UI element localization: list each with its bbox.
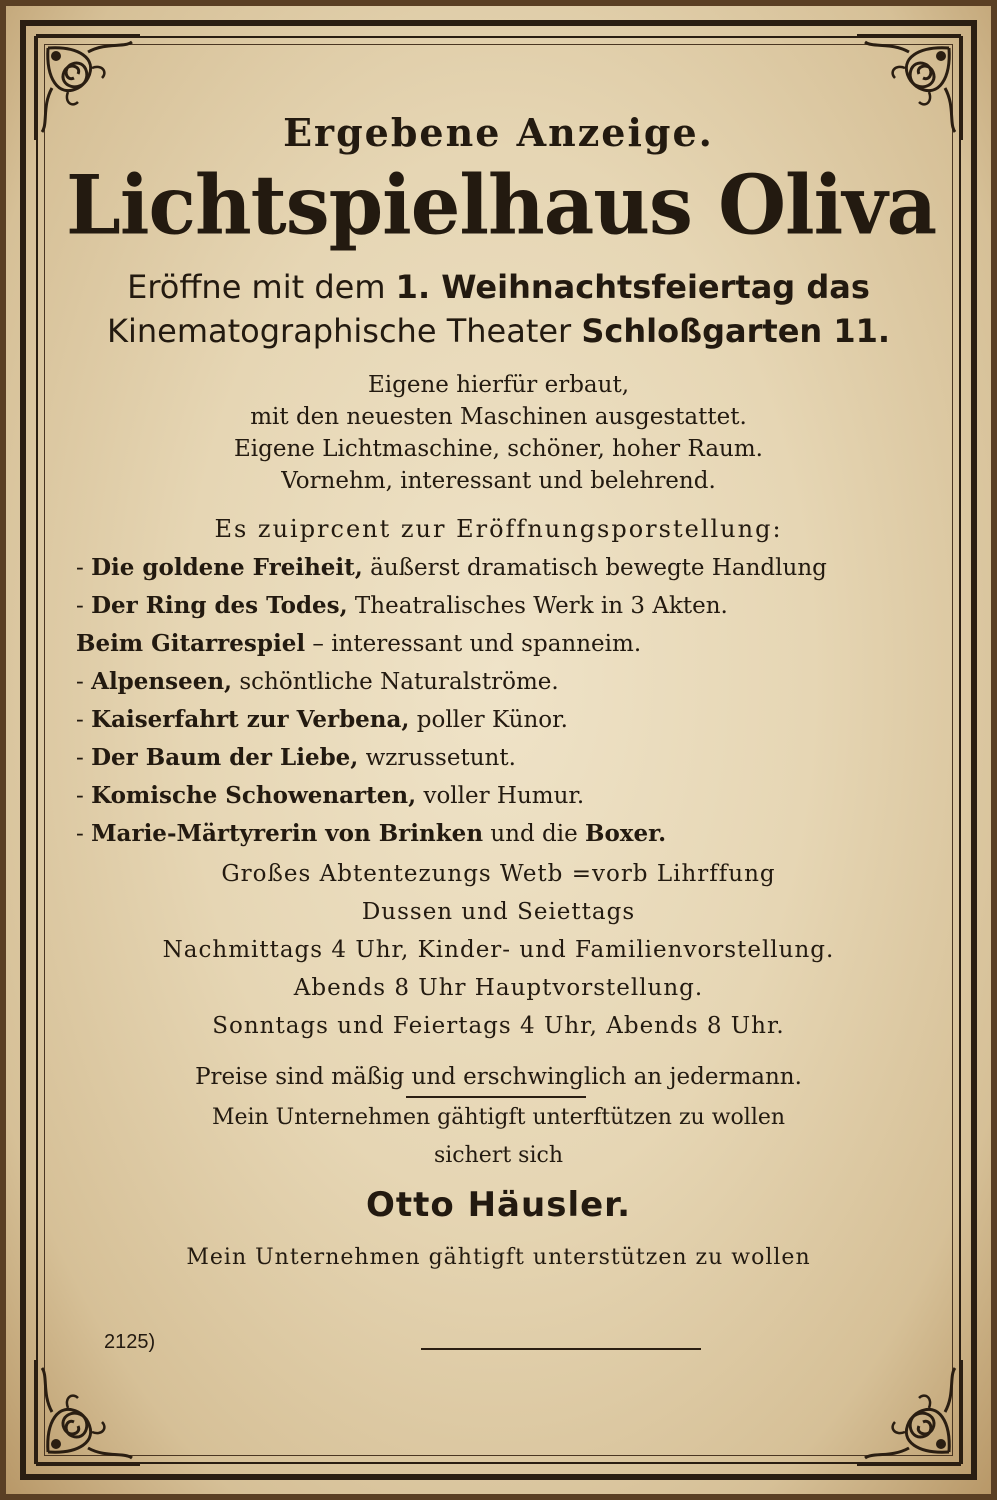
description-line: Eigene Lichtmaschine, schöner, hoher Raum.: [234, 436, 763, 462]
program-item-title: Der Ring des Todes,: [91, 592, 348, 619]
program-item-prefix: -: [76, 669, 92, 695]
corner-ornament-icon: [28, 1352, 148, 1472]
program-item-text: schöntliche Naturalströme.: [232, 669, 559, 695]
intro-line-1-b: 1. Weihnachtsfeiertag das: [395, 268, 870, 306]
program-item-prefix: -: [76, 783, 92, 809]
description-line: mit den neuesten Maschinen ausgestattet.: [250, 404, 747, 430]
program-item: [76, 625, 931, 663]
program-item: [76, 549, 931, 587]
program-item-title: Beim Gitarrespiel: [76, 630, 306, 657]
program-item-text: äußerst dramatisch bewegte Handlung: [362, 555, 827, 581]
program-item: [76, 777, 931, 815]
ad-number: 2125): [104, 1331, 156, 1353]
program-item: [76, 663, 931, 701]
schedule-line: Dussen und Seiettags: [361, 899, 636, 925]
description-line: Eigene hierfür erbaut,: [367, 372, 630, 398]
program-item-prefix: -: [76, 821, 92, 847]
divider: [421, 1348, 701, 1350]
program-item-text: Theatralisches Werk in 3 Akten.: [347, 593, 728, 619]
program-item-text: poller Künor.: [409, 707, 568, 733]
program-item-title: Kaiserfahrt zur Verbena,: [91, 706, 410, 733]
intro-line-1: [66, 265, 931, 309]
program-item-title: Der Baum der Liebe,: [91, 744, 359, 771]
prices: Preise sind mäßig und erschwinglich an jedermann.: [195, 1064, 802, 1090]
program-heading: Es zuiprcent zur Eröffnungsporstellung:: [214, 515, 783, 543]
schedule-line: Sonntags und Feiertags 4 Uhr, Abends 8 Uhr.: [212, 1013, 785, 1039]
program-item: [76, 739, 931, 777]
support-line: Mein Unternehmen gähtigft unterftützen zu wollen: [211, 1105, 786, 1130]
program-item-prefix: -: [76, 707, 92, 733]
program-item-title: Komische Schowenarten,: [91, 782, 417, 809]
program-item: [76, 815, 931, 853]
divider: [406, 1096, 586, 1098]
heading-small: Ergebene Anzeige.: [283, 110, 714, 155]
poster: [6, 6, 991, 1494]
intro-line-2-b: Schloßgarten 11.: [581, 312, 891, 350]
signature-name: Otto Häusler.: [366, 1185, 631, 1225]
description: [66, 369, 931, 497]
program-item-prefix: -: [76, 593, 92, 619]
program-item-text: und die: [483, 821, 586, 847]
program-list: [66, 549, 931, 853]
schedule: [66, 855, 931, 1045]
program-item: [76, 587, 931, 625]
intro: [66, 265, 931, 353]
program-item-text: wzrussetunt.: [358, 745, 516, 771]
corner-ornament-icon: [849, 1352, 969, 1472]
heading-title: Lichtspielhaus Oliva: [66, 157, 937, 254]
program-item-prefix: -: [76, 745, 92, 771]
program-item: [76, 701, 931, 739]
intro-line-2-a: Kinematographische Theater: [106, 312, 582, 350]
description-line: Vornehm, interessant und belehrend.: [281, 468, 716, 494]
program-item-text: voller Humur.: [416, 783, 585, 809]
intro-line-1-a: Eröffne mit dem: [127, 268, 396, 306]
schedule-line: Großes Abtentezungs Wetb =vorb Lihrffung: [221, 861, 776, 887]
program-item-title: Boxer.: [585, 820, 667, 847]
footer-line: Mein Unternehmen gähtigft unterstützen zu wollen: [186, 1245, 811, 1270]
program-item-title: Die goldene Freiheit,: [91, 554, 363, 581]
support-line: sichert sich: [433, 1143, 563, 1168]
program-item-prefix: -: [76, 555, 92, 581]
schedule-line: Abends 8 Uhr Hauptvorstellung.: [293, 975, 704, 1001]
intro-line-2: [66, 309, 931, 353]
program-item-text: – interessant und spanneim.: [305, 631, 642, 657]
schedule-line: Nachmittags 4 Uhr, Kinder- und Familienvorstellung.: [162, 937, 835, 963]
program-item-title: Marie-Märtyrerin von Brinken: [91, 820, 484, 847]
program-item-title: Alpenseen,: [91, 668, 233, 695]
